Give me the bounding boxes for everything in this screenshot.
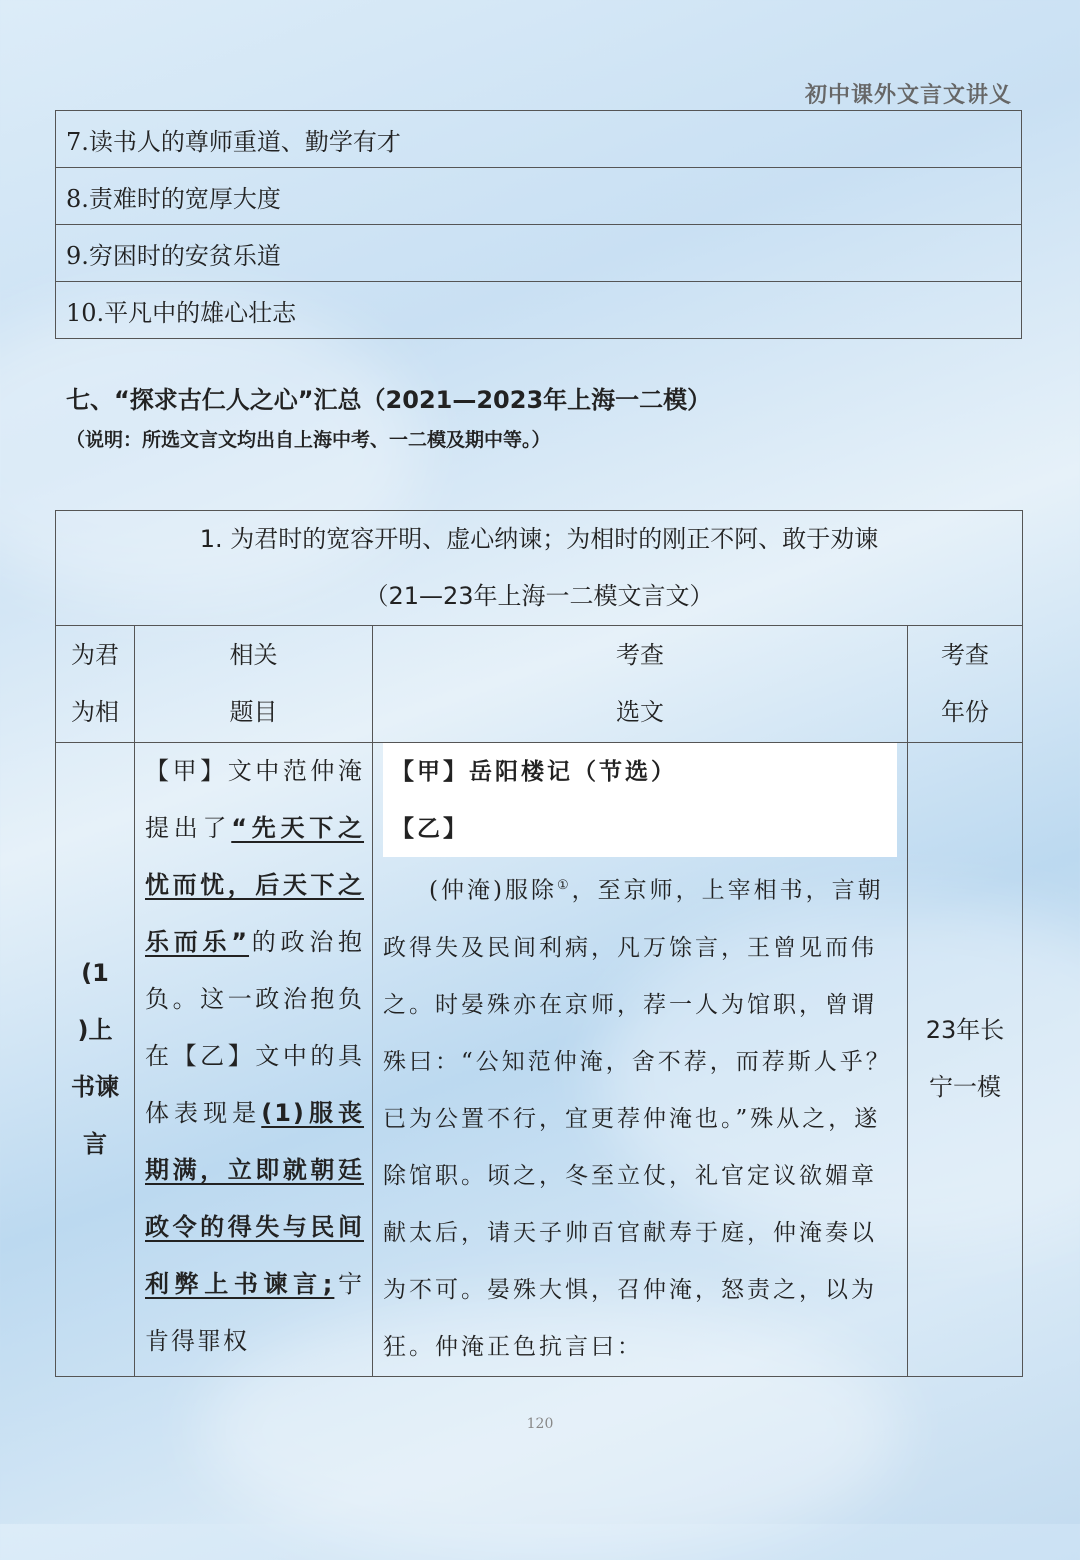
table-row [56,282,1022,339]
role-text: 言 [83,1130,107,1159]
list-item: 9.穷困时的安贫乐道 [56,225,1022,282]
table-row [56,111,1022,168]
header-text: 为相 [71,698,119,726]
header-text-selection [373,626,908,743]
header-text: 考查 [616,641,664,669]
header-title: 初中课外文言文讲义 [804,83,1012,108]
role-cell [56,743,135,1377]
table-title [56,511,1023,626]
question-text: 的政治抱负。这一政治抱负在【乙】文中的具体表现是 [145,928,364,1127]
list-item: 7.读书人的尊师重道、勤学有才 [56,111,1022,168]
page-number: 120 [526,1416,554,1432]
role-text: (1 [81,959,109,988]
header-year [908,626,1023,743]
table-row [56,225,1022,282]
selection-title-jia: 【甲】岳阳楼记（节选） [391,758,677,785]
selection-body [383,857,897,1376]
question-cell [135,743,373,1377]
header-text: 为君 [71,641,119,669]
header-text: 相关 [229,641,278,669]
year-cell [908,743,1023,1377]
header-text: 年份 [941,698,990,726]
question-quote: “先天下之忧而忧，后天下之乐而乐” [145,814,365,956]
year-text: 23年长 [925,1016,1005,1045]
list-item: 8.责难时的宽厚大度 [56,168,1022,225]
year-text: 宁一模 [929,1073,1002,1102]
question-text: 宁肯得罪权 [145,1270,365,1355]
table-row [56,743,1023,1377]
selection-text: ，至京师，上宰相书，言朝政得失及民间利病，凡万馀言，王曾见而伟之。时晏殊亦在京师，荐一人为馆职，曾谓殊曰：“公知范仲淹，舍不荐，而荐斯人乎？已为公置不行，宜更荐仲淹也。”殊从之，遂除馆职。顷之，冬至立仗，礼官定议欲媚章献太后，请天子帅百官献寿于庭，仲淹奏以为不可。晏殊大惧，召仲淹，怒责之，以为狂。仲淹正色抗言曰： [383,877,892,1360]
header-text: 考查 [941,641,990,669]
section-title: 七、“探求古仁人之心”汇总（2021—2023年上海一二模） [66,386,712,414]
role-text: )上 [77,1016,113,1045]
question-answer: (1)服丧期满，立即就朝廷政令的得失与民间利弊上书谏言; [145,1099,365,1298]
question-text: 【甲】文中范仲淹提出了 [145,757,364,842]
section-note: （说明：所选文言文均出自上海中考、一二模及期中等。） [66,429,551,451]
role-text: 书谏 [71,1073,119,1102]
header-question [135,626,373,743]
header-text: 题目 [229,698,278,726]
list-item: 10.平凡中的雄心壮志 [56,282,1022,339]
table-title-line1: 1. 为君时的宽容开明、虚心纳谏；为相时的刚正不阿、敢于劝谏 [199,525,879,553]
table-row [56,168,1022,225]
top-list-table [55,110,1022,339]
selection-title-yi: 【乙】 [391,815,469,842]
main-table [55,510,1023,1377]
footnote-mark: ① [556,878,572,893]
selection-text: (仲淹)服除 [429,877,557,904]
header-role [56,626,135,743]
selection-cell [373,743,908,1377]
selection-title-box [383,743,897,857]
header-text: 选文 [616,698,664,726]
table-title-line2: （21—23年上海一二模文言文） [364,582,714,610]
